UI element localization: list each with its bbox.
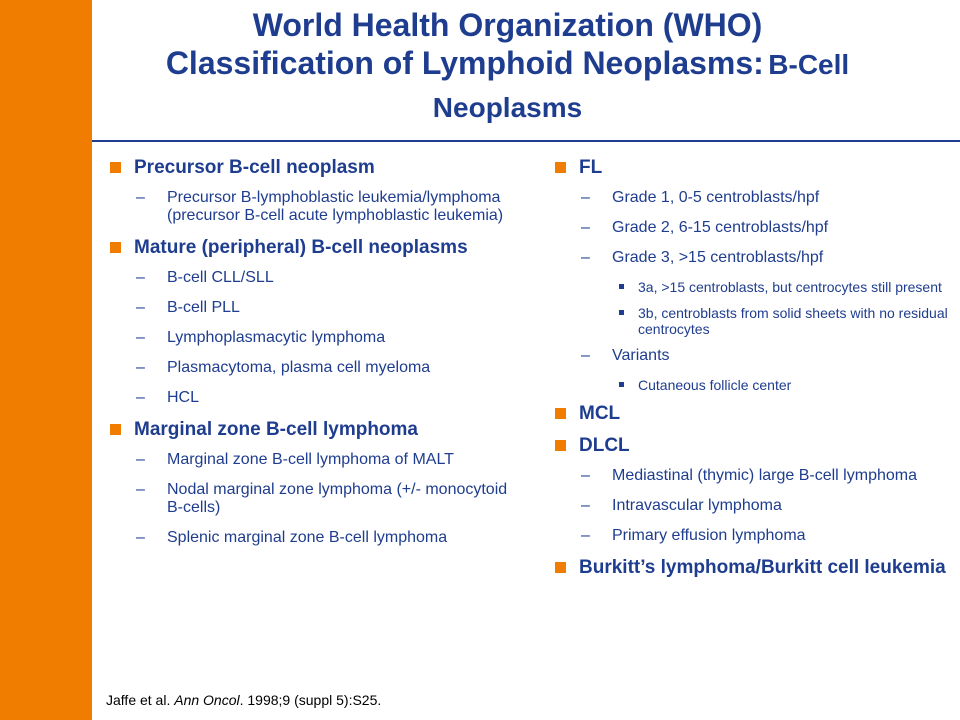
sub-item xyxy=(110,529,510,547)
sub-item-text: Primary effusion lymphoma xyxy=(612,527,806,544)
sub-item-text: Mediastinal (thymic) large B-cell lymphoma xyxy=(612,467,917,484)
dash-icon: – xyxy=(136,299,145,316)
sub-item-text: Lymphoplasmacytic lymphoma xyxy=(167,329,386,346)
citation-journal: Ann Oncol xyxy=(174,692,240,708)
small-square-bullet-icon xyxy=(619,382,624,387)
dash-icon: – xyxy=(581,347,590,364)
bullet-heading xyxy=(110,237,510,259)
bullet-heading xyxy=(555,435,955,457)
sub-item-text: Grade 2, 6-15 centroblasts/hpf xyxy=(612,219,829,236)
square-bullet-icon xyxy=(110,424,121,435)
sub-item-text: Plasmacytoma, plasma cell myeloma xyxy=(167,359,431,376)
citation-authors: Jaffe et al. xyxy=(106,692,175,708)
bullet-heading xyxy=(555,403,955,425)
sub-item-text: Precursor B-lymphoblastic leukemia/lymphoma (precursor B-cell acute lymphoblastic leukemia) xyxy=(167,189,504,224)
sub-item xyxy=(110,359,510,377)
sub-sub-item-text: 3a, >15 centroblasts, but centrocytes still present xyxy=(638,279,942,295)
dash-icon: – xyxy=(136,329,145,346)
slide-title xyxy=(100,6,915,127)
sub-item xyxy=(555,527,955,545)
bullet-heading xyxy=(110,157,510,179)
sub-sub-item xyxy=(555,377,955,393)
bullet-heading xyxy=(555,157,955,179)
sub-item-text: HCL xyxy=(167,389,200,406)
sub-item-text: B-cell PLL xyxy=(167,299,240,316)
heading-text: MCL xyxy=(579,403,621,424)
title-line-1: World Health Organization (WHO) xyxy=(252,7,763,43)
sub-item xyxy=(555,497,955,515)
sub-item xyxy=(110,481,510,517)
sub-item xyxy=(555,189,955,207)
square-bullet-icon xyxy=(110,162,121,173)
heading-text: Mature (peripheral) B-cell neoplasms xyxy=(134,237,468,258)
square-bullet-icon xyxy=(110,242,121,253)
heading-text: Marginal zone B-cell lymphoma xyxy=(134,419,418,440)
right-column xyxy=(555,157,955,589)
sub-item-text: Grade 3, >15 centroblasts/hpf xyxy=(612,249,824,266)
square-bullet-icon xyxy=(555,562,566,573)
bullet-heading xyxy=(110,419,510,441)
dash-icon: – xyxy=(581,219,590,236)
dash-icon: – xyxy=(136,529,145,546)
bullet-heading xyxy=(555,557,955,579)
left-column xyxy=(110,157,510,559)
sub-item xyxy=(110,329,510,347)
sub-item-text: Marginal zone B-cell lymphoma of MALT xyxy=(167,451,454,468)
dash-icon: – xyxy=(136,189,145,206)
dash-icon: – xyxy=(581,189,590,206)
small-square-bullet-icon xyxy=(619,310,624,315)
sub-item-text: Grade 1, 0-5 centroblasts/hpf xyxy=(612,189,820,206)
small-square-bullet-icon xyxy=(619,284,624,289)
square-bullet-icon xyxy=(555,440,566,451)
sub-item xyxy=(110,189,510,225)
title-line-3: Neoplasms xyxy=(432,92,583,123)
title-line-2-suffix: B-Cell xyxy=(768,49,850,80)
square-bullet-icon xyxy=(555,162,566,173)
citation-footnote xyxy=(106,692,381,708)
sub-item xyxy=(110,269,510,287)
sub-item xyxy=(555,467,955,485)
dash-icon: – xyxy=(136,359,145,376)
square-bullet-icon xyxy=(555,408,566,419)
sub-item xyxy=(110,299,510,317)
sub-item-text: Variants xyxy=(612,347,670,364)
dash-icon: – xyxy=(136,451,145,468)
sub-item xyxy=(555,347,955,365)
dash-icon: – xyxy=(581,249,590,266)
heading-text: FL xyxy=(579,157,603,178)
title-divider xyxy=(92,140,960,142)
dash-icon: – xyxy=(136,269,145,286)
sub-sub-item xyxy=(555,305,955,337)
sub-item xyxy=(110,451,510,469)
sub-item xyxy=(555,219,955,237)
sub-item xyxy=(555,249,955,267)
sub-sub-item-text: Cutaneous follicle center xyxy=(638,377,792,393)
sub-item-text: Nodal marginal zone lymphoma (+/- monocytoid B-cells) xyxy=(167,481,508,516)
sub-item-text: Splenic marginal zone B-cell lymphoma xyxy=(167,529,448,546)
sub-sub-item-text: 3b, centroblasts from solid sheets with no residual centrocytes xyxy=(638,305,948,337)
dash-icon: – xyxy=(581,527,590,544)
dash-icon: – xyxy=(136,389,145,406)
dash-icon: – xyxy=(581,497,590,514)
heading-text: DLCL xyxy=(579,435,630,456)
dash-icon: – xyxy=(136,481,145,498)
sub-item-text: B-cell CLL/SLL xyxy=(167,269,274,286)
heading-text: Precursor B-cell neoplasm xyxy=(134,157,375,178)
dash-icon: – xyxy=(581,467,590,484)
heading-text: Burkitt’s lymphoma/Burkitt cell leukemia xyxy=(579,557,946,578)
sub-sub-item xyxy=(555,279,955,295)
orange-sidebar xyxy=(0,0,92,720)
sub-item xyxy=(110,389,510,407)
title-line-2: Classification of Lymphoid Neoplasms: xyxy=(165,45,764,81)
sub-item-text: Intravascular lymphoma xyxy=(612,497,782,514)
citation-details: . 1998;9 (suppl 5):S25. xyxy=(239,692,382,708)
